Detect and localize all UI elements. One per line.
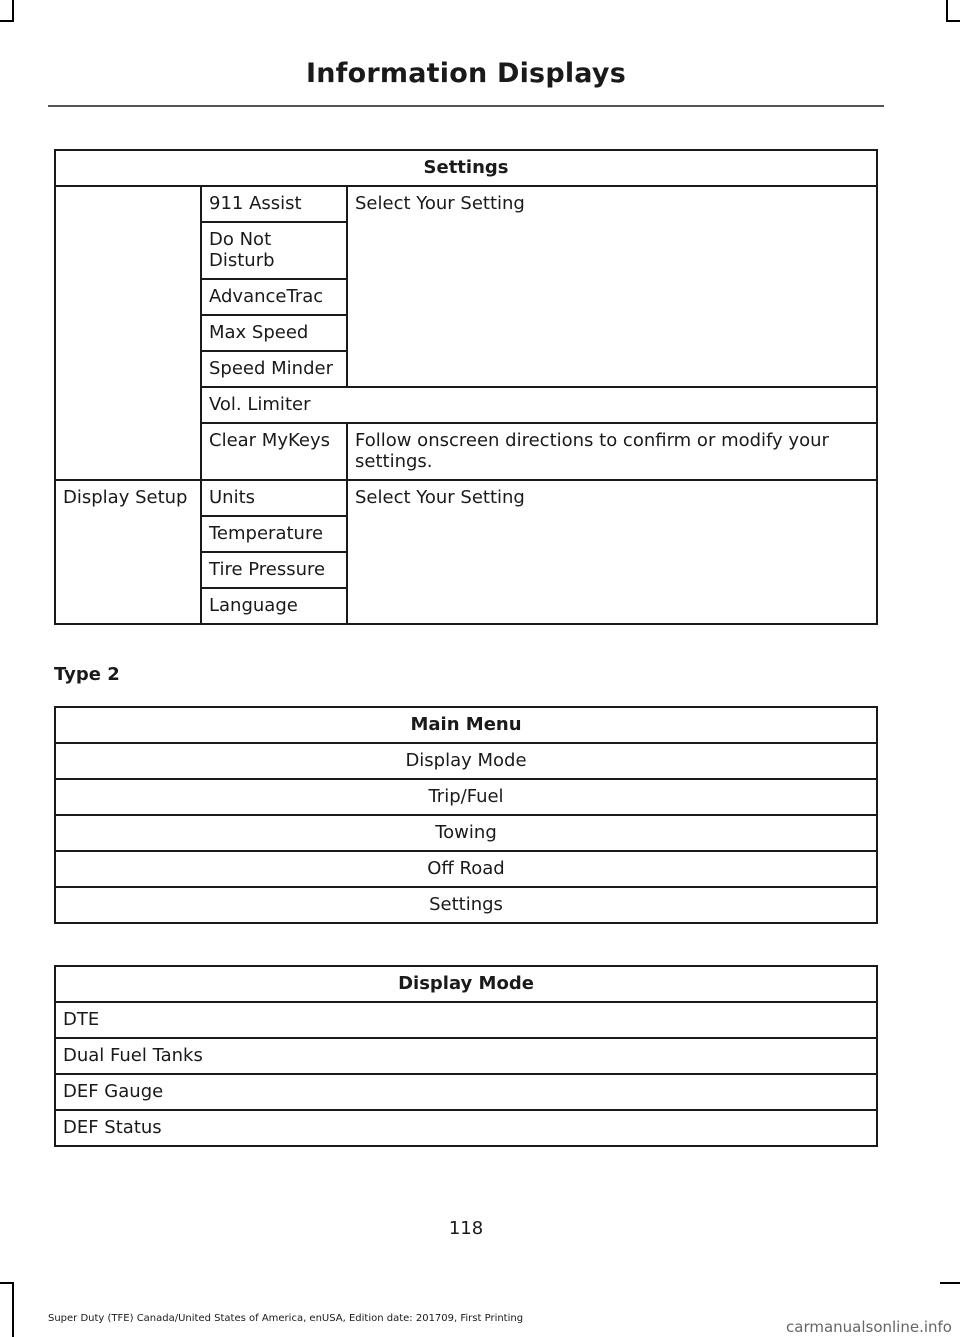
table-cell: AdvanceTrac [201, 279, 347, 315]
table-cell: DEF Status [55, 1110, 877, 1146]
table-cell: Language [201, 588, 347, 624]
display-mode-title: Display Mode [55, 966, 877, 1002]
table-cell: Select Your Setting [347, 480, 877, 624]
footer-text: Super Duty (TFE) Canada/United States of America, enUSA, Edition date: 201709, First Printing [48, 1313, 524, 1324]
table-cell: Temperature [201, 516, 347, 552]
page-number: 118 [448, 1218, 484, 1239]
crop-mark [940, 1282, 960, 1284]
table-cell: Trip/Fuel [55, 779, 877, 815]
section-heading: Type 2 [54, 664, 120, 685]
watermark: carmanualsonline.info [786, 1318, 952, 1336]
crop-mark [12, 1282, 14, 1337]
header-rule [48, 105, 884, 107]
table-cell: Tire Pressure [201, 552, 347, 588]
table-cell: DEF Gauge [55, 1074, 877, 1110]
table-cell: Max Speed [201, 315, 347, 351]
table-cell: Do Not Disturb [201, 222, 347, 279]
crop-mark [946, 0, 948, 22]
table-cell: Towing [55, 815, 877, 851]
main-menu-title: Main Menu [55, 707, 877, 743]
table-cell: Select Your Setting [347, 186, 877, 387]
crop-mark [946, 20, 960, 22]
settings-table [54, 149, 878, 625]
table-cell: Off Road [55, 851, 877, 887]
table-cell: Clear MyKeys [201, 423, 347, 480]
table-cell: Follow onscreen directions to confirm or modify your settings. [347, 423, 877, 480]
main-menu-table [54, 706, 878, 924]
settings-table-title: Settings [55, 150, 877, 186]
display-mode-table [54, 965, 878, 1147]
table-cell: Dual Fuel Tanks [55, 1038, 877, 1074]
crop-mark [12, 0, 14, 22]
crop-mark [0, 20, 14, 22]
table-cell: Display Setup [55, 480, 201, 624]
crop-mark [0, 1282, 14, 1284]
table-cell [55, 186, 201, 480]
table-cell: Display Mode [55, 743, 877, 779]
table-cell: 911 Assist [201, 186, 347, 222]
table-cell: Units [201, 480, 347, 516]
table-cell: DTE [55, 1002, 877, 1038]
table-cell: Vol. Limiter [201, 387, 877, 423]
page-title: Information Displays [306, 58, 626, 89]
table-cell: Speed Minder [201, 351, 347, 387]
table-cell: Settings [55, 887, 877, 923]
